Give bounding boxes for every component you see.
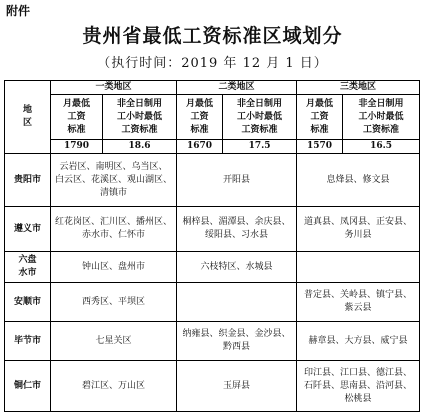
- table-row: [5, 207, 420, 252]
- header-line: 标准: [190, 124, 209, 135]
- header-line: 工小时最低: [237, 111, 283, 122]
- area-line: 纳雍县、织金县、金沙县、: [182, 329, 291, 339]
- header-line: 工资: [190, 111, 209, 122]
- city-name: 安顺市: [5, 283, 51, 322]
- table-row: [5, 322, 420, 361]
- region-header: [5, 81, 51, 154]
- class2-areas: [177, 322, 297, 361]
- class1-areas: [51, 154, 177, 207]
- class2-areas: [177, 154, 297, 207]
- area-line: 绥阳县、习水县: [205, 230, 269, 240]
- hourly-header: [343, 95, 420, 140]
- monthly-header: [177, 95, 223, 140]
- class1-monthly-value: 1790: [51, 140, 103, 154]
- class3-areas: [297, 207, 420, 252]
- class1-areas: [51, 207, 177, 252]
- header-line: 月最低: [306, 98, 334, 109]
- hourly-header: [223, 95, 297, 140]
- region-header-line: 区: [22, 118, 32, 128]
- standard-header-row: [5, 95, 420, 140]
- header-line: 工资: [67, 111, 86, 122]
- header-line: 工资标准: [363, 124, 400, 135]
- area-line: 赫章县、大方县、威宁县: [308, 335, 408, 346]
- area-line: 石阡县、思南县、沿河县、: [304, 380, 413, 391]
- header-line: 月最低: [62, 98, 90, 109]
- area-line: 玉屏县: [223, 380, 251, 391]
- area-line: 红花岗区、汇川区、播州区、: [55, 217, 173, 227]
- header-line: 标准: [67, 124, 86, 135]
- area-line: 白云区、花溪区、观山湖区、: [55, 174, 173, 185]
- hourly-header: [103, 95, 177, 140]
- area-line: 开阳县: [223, 174, 251, 185]
- header-line: 工资: [310, 111, 329, 122]
- city-name: [5, 252, 51, 283]
- class3-areas: [297, 154, 420, 207]
- class2-monthly-value: 1670: [177, 140, 223, 154]
- monthly-header: [51, 95, 103, 140]
- city-name: 铜仁市: [5, 361, 51, 412]
- area-line: 六枝特区、水城县: [200, 261, 273, 272]
- area-line: 西秀区、平坝区: [82, 296, 146, 307]
- area-line: 印江县、江口县、德江县、: [304, 367, 413, 378]
- area-line: 务川县: [344, 230, 372, 240]
- class3-areas: [297, 361, 420, 412]
- table-row: [5, 283, 420, 322]
- class1-areas: [51, 252, 177, 283]
- area-line: 黔西县: [223, 342, 251, 352]
- class-header-row: [5, 81, 420, 95]
- class3-hourly-value: 16.5: [343, 140, 420, 154]
- header-line: 工小时最低: [358, 111, 404, 122]
- header-line: 非全日制用: [358, 98, 404, 109]
- class2-hourly-value: 17.5: [223, 140, 297, 154]
- table-row: [5, 252, 420, 283]
- class2-areas: [177, 361, 297, 412]
- class3-areas: [297, 283, 420, 322]
- area-line: 赤水市、仁怀市: [82, 230, 146, 240]
- class2-header: 二类地区: [177, 81, 297, 95]
- city-name: 遵义市: [5, 207, 51, 252]
- area-line: 清镇市: [100, 187, 128, 198]
- city-name: 毕节市: [5, 322, 51, 361]
- attachment-label: 附件: [6, 4, 31, 18]
- area-line: 普定县、关岭县、镇宁县、: [304, 290, 413, 300]
- area-line: 七星关区: [95, 335, 132, 346]
- header-line: 工资标准: [241, 124, 278, 135]
- area-line: 紫云县: [344, 303, 372, 313]
- header-line: 工小时最低: [117, 111, 163, 122]
- area-line: 道真县、凤冈县、正安县、: [304, 217, 413, 227]
- header-line: 工资标准: [121, 124, 158, 135]
- effective-date: （执行时间：2019 年 12 月 1 日）: [97, 56, 328, 71]
- class1-hourly-value: 18.6: [103, 140, 177, 154]
- class3-areas: [297, 252, 420, 283]
- class3-areas: [297, 322, 420, 361]
- region-header-line: 地: [22, 105, 32, 115]
- area-line: 碧江区、万山区: [82, 380, 146, 391]
- class2-areas: [177, 252, 297, 283]
- city-name-line: 六盘: [18, 255, 37, 265]
- class2-areas: [177, 207, 297, 252]
- document-title: 贵州省最低工资标准区域划分: [82, 25, 343, 47]
- monthly-header: [297, 95, 343, 140]
- class3-header: 三类地区: [297, 81, 420, 95]
- header-line: 非全日制用: [117, 98, 163, 109]
- area-line: 松桃县: [344, 393, 372, 404]
- wage-region-table: [4, 80, 420, 412]
- city-name: 贵阳市: [5, 154, 51, 207]
- area-line: 息烽县、修文县: [326, 174, 390, 185]
- header-line: 标准: [310, 124, 329, 135]
- class1-areas: [51, 322, 177, 361]
- standard-values-row: [5, 140, 420, 154]
- class2-areas: [177, 283, 297, 322]
- area-line: 云岩区、南明区、乌当区、: [59, 161, 168, 172]
- class1-header: 一类地区: [51, 81, 177, 95]
- area-line: 桐梓县、湄潭县、余庆县、: [182, 217, 291, 227]
- class3-monthly-value: 1570: [297, 140, 343, 154]
- class1-areas: [51, 361, 177, 412]
- table-row: [5, 361, 420, 412]
- header-line: 月最低: [186, 98, 214, 109]
- table-row: [5, 154, 420, 207]
- class1-areas: [51, 283, 177, 322]
- header-line: 非全日制用: [237, 98, 283, 109]
- city-name-line: 水市: [18, 268, 37, 278]
- area-line: 钟山区、盘州市: [82, 261, 146, 272]
